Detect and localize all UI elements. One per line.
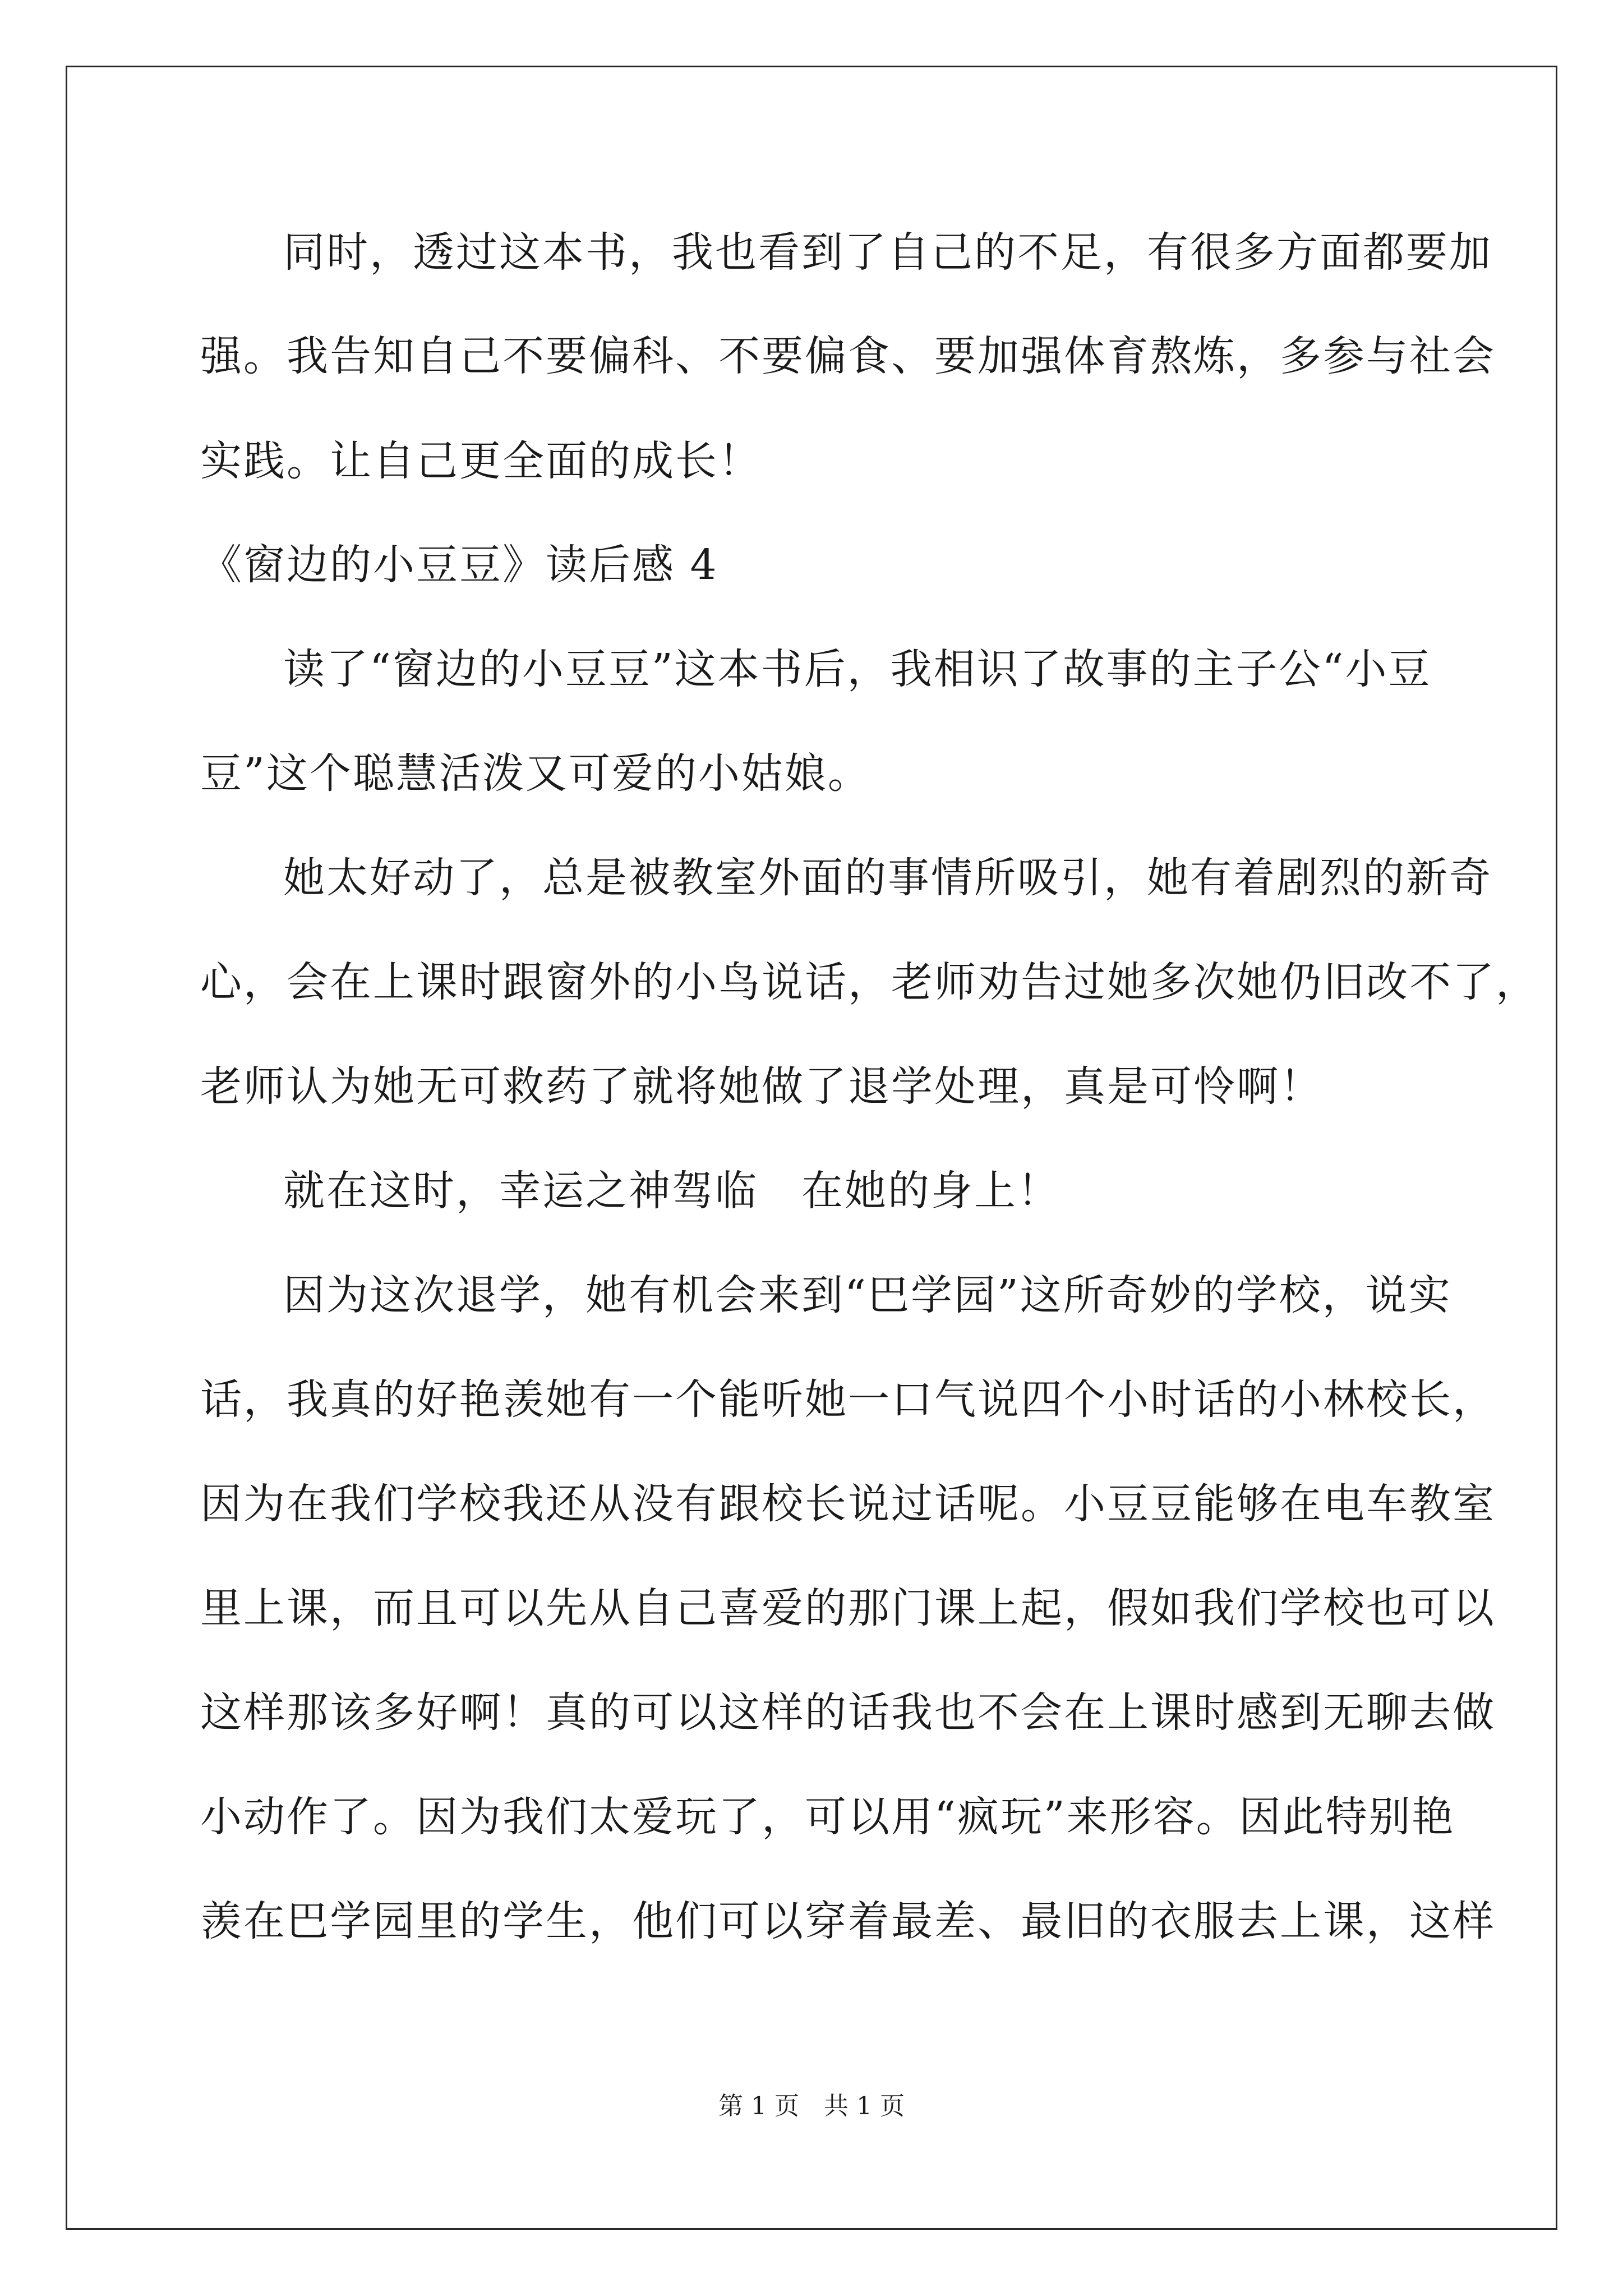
paragraph-line: 小动作了。因为我们太爱玩了，可以用“疯玩”来形容。因此特别艳 [200, 1793, 1455, 1841]
paragraph-line: 实践。让自己更全面的成长！ [200, 437, 762, 485]
paragraph-line: 同时，透过这本书，我也看到了自己的不足，有很多方面都要加 [283, 228, 1492, 277]
paragraph-line: 豆”这个聪慧活泼又可爱的小姑娘。 [200, 749, 871, 798]
paragraph-line: 话，我真的好艳羡她有一个能听她一口气说四个小时话的小林校长， [200, 1375, 1496, 1424]
section-heading: 《窗边的小豆豆》读后感 4 [200, 541, 718, 589]
paragraph-line: 老师认为她无可救药了就将她做了退学处理，真是可怜啊！ [200, 1062, 1323, 1111]
paragraph-line: 读了“窗边的小豆豆”这本书后，我相识了故事的主子公“小豆 [283, 645, 1432, 693]
paragraph-line: 强。我告知自己不要偏科、不要偏食、要加强体育熬炼，多参与社会 [200, 332, 1496, 380]
paragraph-line: 这样那该多好啊！真的可以这样的话我也不会在上课时感到无聊去做 [200, 1688, 1496, 1737]
paragraph-line: 羡在巴学园里的学生，他们可以穿着最差、最旧的衣服去上课，这样 [200, 1897, 1496, 1945]
paragraph-line: 心，会在上课时跟窗外的小鸟说话，老师劝告过她多次她仍旧改不了， [200, 958, 1539, 1006]
paragraph-line: 里上课，而且可以先从自己喜爱的那门课上起，假如我们学校也可以 [200, 1584, 1496, 1632]
paragraph-line: 因为这次退学，她有机会来到“巴学园”这所奇妙的学校，说实 [283, 1271, 1452, 1319]
page-footer: 第 1 页 共 1 页 [718, 2092, 905, 2120]
paragraph-line: 就在这时，幸运之神驾临 在她的身上！ [283, 1167, 1061, 1215]
paragraph-line: 她太好动了，总是被教室外面的事情所吸引，她有着剧烈的新奇 [283, 854, 1492, 902]
paragraph-line: 因为在我们学校我还从没有跟校长说过话呢。小豆豆能够在电车教室 [200, 1480, 1496, 1528]
